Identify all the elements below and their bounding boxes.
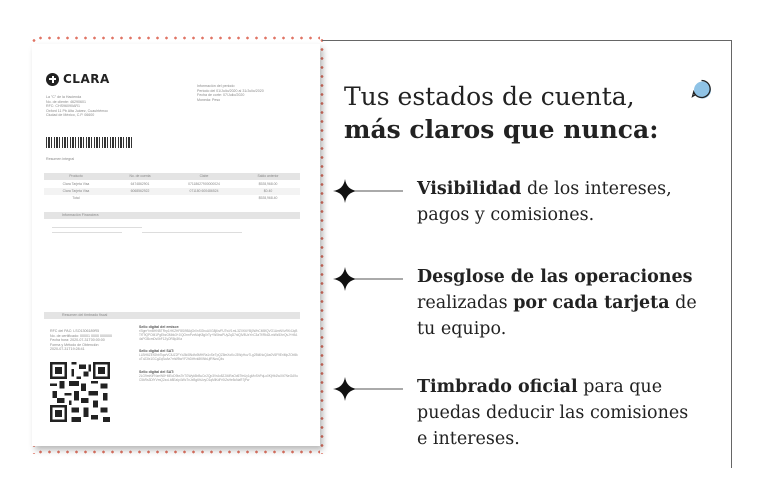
frame-line-right <box>731 40 732 468</box>
sat-line: Forma y Método de Obtención <box>50 342 99 347</box>
brand-logo <box>46 72 110 86</box>
sat-line: No. de certificado: 00001 0000 000000 <box>50 333 112 338</box>
client-address <box>46 95 108 118</box>
column-header: Saldo anterior <box>257 174 279 178</box>
table-cell: $928,968.00 <box>258 182 278 186</box>
sat-line: 2020-07-31T19:28:41 <box>50 347 85 352</box>
column-header: No. de cuenta <box>129 174 151 178</box>
seal-title: Sello digital del SAT: <box>139 349 175 354</box>
feature-line <box>417 176 672 202</box>
table-cell: 6474862901 <box>130 182 150 186</box>
table-cell: 071180 600486524 <box>189 189 219 193</box>
table-cell: Total <box>72 196 80 200</box>
placeholder-line <box>142 232 242 233</box>
seal-title: Sello digital del emisor: <box>139 325 180 329</box>
period-line: Periodo del 01/Julio/2020 al 31/Julio/2020 <box>197 88 264 93</box>
chat-bubble-icon <box>691 78 713 100</box>
feature-line <box>417 202 672 228</box>
address-line: Oxford 11 Pb Alta Juárez, Cuauhtémoc <box>46 108 109 113</box>
sparkle-star-icon <box>331 178 403 204</box>
seal-body: 2LG9mKtFNzeW8+MEoD9ks7hTGWyk5bBuCn2Qp3VrAx8ZJl4iRaOd6TfeUy1gMvShPqLo0KjHbZwXIt7NeGA9uC5kRs3DfYVmQ2zoLb8EaIp4WcTnJxBg6hUvyO1qMlKdFr0tZsHe5cNaR7jPw <box>139 373 298 382</box>
period-line: Información del periodo <box>197 84 235 88</box>
sat-info <box>50 329 112 352</box>
feature-segment: pagos y comisiones. <box>417 205 595 225</box>
seal-body: r/5gmYmBHNBTRrp1HKZHF8Si9BAjGr0nSGhuAXG8j6n/FUTwV1mL3ZXK6YBj0WhCM5fQVO1AmNVzRK4JqBTfT9QPOM1PgEbzGMbk3+J/QOrmPvxMqK8g0rTy+W0bwPUyZqD7nlQiV8UxYnC3aTf/Rkt2LmWz5XeQvJ+h9A4sPGBcmDv0bF1ZyOR8p3Ka <box>139 329 298 341</box>
sat-line: RFC del PAC: LSO1306189R5 <box>50 329 100 333</box>
dotted-border-right <box>320 36 324 454</box>
table-cell: $928,968.40 <box>258 196 278 200</box>
feature-segment: realizadas <box>417 293 514 313</box>
table-cell: Clara Tarjeta Visa <box>62 182 90 186</box>
feature-text <box>417 176 672 228</box>
headline-line-2: más claros que nunca: <box>344 115 659 144</box>
feature-line <box>417 374 688 400</box>
seal-title: Sello digital del SAT: <box>139 369 175 374</box>
seal-block <box>139 349 299 362</box>
table-row <box>44 195 300 202</box>
dotted-border-top <box>36 36 320 40</box>
qr-code-icon <box>50 362 110 422</box>
period-info <box>197 84 264 102</box>
seal-block <box>139 370 299 383</box>
headline <box>344 80 658 146</box>
address-line: La "C" de la Hacienda <box>46 95 82 99</box>
period-line: Fecha de corte: 07/Julio/2020 <box>197 93 245 98</box>
dotted-border-bottom <box>36 450 320 454</box>
address-line: No. de cliente: 46290601 <box>46 99 86 104</box>
fiscal-section-header: Resumen del timbrado fiscal <box>44 312 300 319</box>
sparkle-star-icon <box>331 266 403 292</box>
feature-highlight: Desglose de las operaciones <box>417 267 693 287</box>
feature-segment: tu equipo. <box>417 319 507 339</box>
placeholder-line <box>52 227 142 228</box>
feature-segment: puedas deducir las comisiones <box>417 403 689 423</box>
financial-section-header: Información Financiera <box>44 212 300 219</box>
feature-line <box>417 426 688 452</box>
feature-highlight: por cada tarjeta <box>513 293 670 313</box>
seal-block <box>139 325 299 341</box>
feature-line <box>417 264 697 290</box>
feature-segment: de <box>669 293 697 313</box>
address-line: RFC: CHS96090AR1 <box>46 104 80 109</box>
column-header: Producto <box>69 174 83 178</box>
feature-highlight: Visibilidad <box>417 179 522 199</box>
feature-segment: de los intereses, <box>521 179 672 199</box>
headline-line-1: Tus estados de cuenta, <box>344 82 635 111</box>
table-row <box>44 188 300 195</box>
table-cell <box>108 195 172 202</box>
address-line: Ciudad de México, C.P. 06600 <box>46 113 95 118</box>
feature-line <box>417 316 697 342</box>
feature-segment: e intereses. <box>417 429 520 449</box>
table-header <box>44 173 300 180</box>
column-header: Clabe <box>199 174 209 178</box>
table-cell: Clara Tarjeta Visa <box>62 189 90 193</box>
seal-body: LLBH6ZEfGhbTiqwVClUZ2FYdJlk/8Ndfo9MHRa1vSeTpQZ8mXoKcJ3WyHuv7Lg2Bt4NcQAs0V6F9EriMpZOb5kuTdJ3Ix1GCgZqSoAe7mWBwYF2hDtHvk8KlNbLjfRNzcQ4s <box>139 353 298 362</box>
sat-line: Fecha hora: 2020-07-31T00:00:00 <box>50 338 105 343</box>
account-statement-document <box>32 44 320 446</box>
feature-text <box>417 264 697 342</box>
frame-line-top <box>322 40 732 41</box>
feature-line <box>417 400 688 426</box>
table-cell <box>172 195 236 202</box>
table-cell: 07118627900000024 <box>188 182 220 186</box>
sparkle-star-icon <box>331 376 403 402</box>
summary-label: Resumen integral <box>46 157 75 161</box>
period-line: Moneda: Peso <box>197 97 221 102</box>
brand-name: CLARA <box>63 72 110 86</box>
barcode-icon <box>46 137 132 148</box>
placeholder-line <box>52 232 122 233</box>
feature-text <box>417 374 688 452</box>
table-cell: 6068562922 <box>130 189 150 193</box>
feature-line <box>417 290 697 316</box>
digital-seals <box>139 325 299 391</box>
table-cell: $0.40 <box>263 189 273 193</box>
feature-highlight: Timbrado oficial <box>417 377 578 397</box>
table-row <box>44 181 300 188</box>
plus-circle-icon <box>46 73 59 86</box>
feature-segment: para que <box>577 377 663 397</box>
